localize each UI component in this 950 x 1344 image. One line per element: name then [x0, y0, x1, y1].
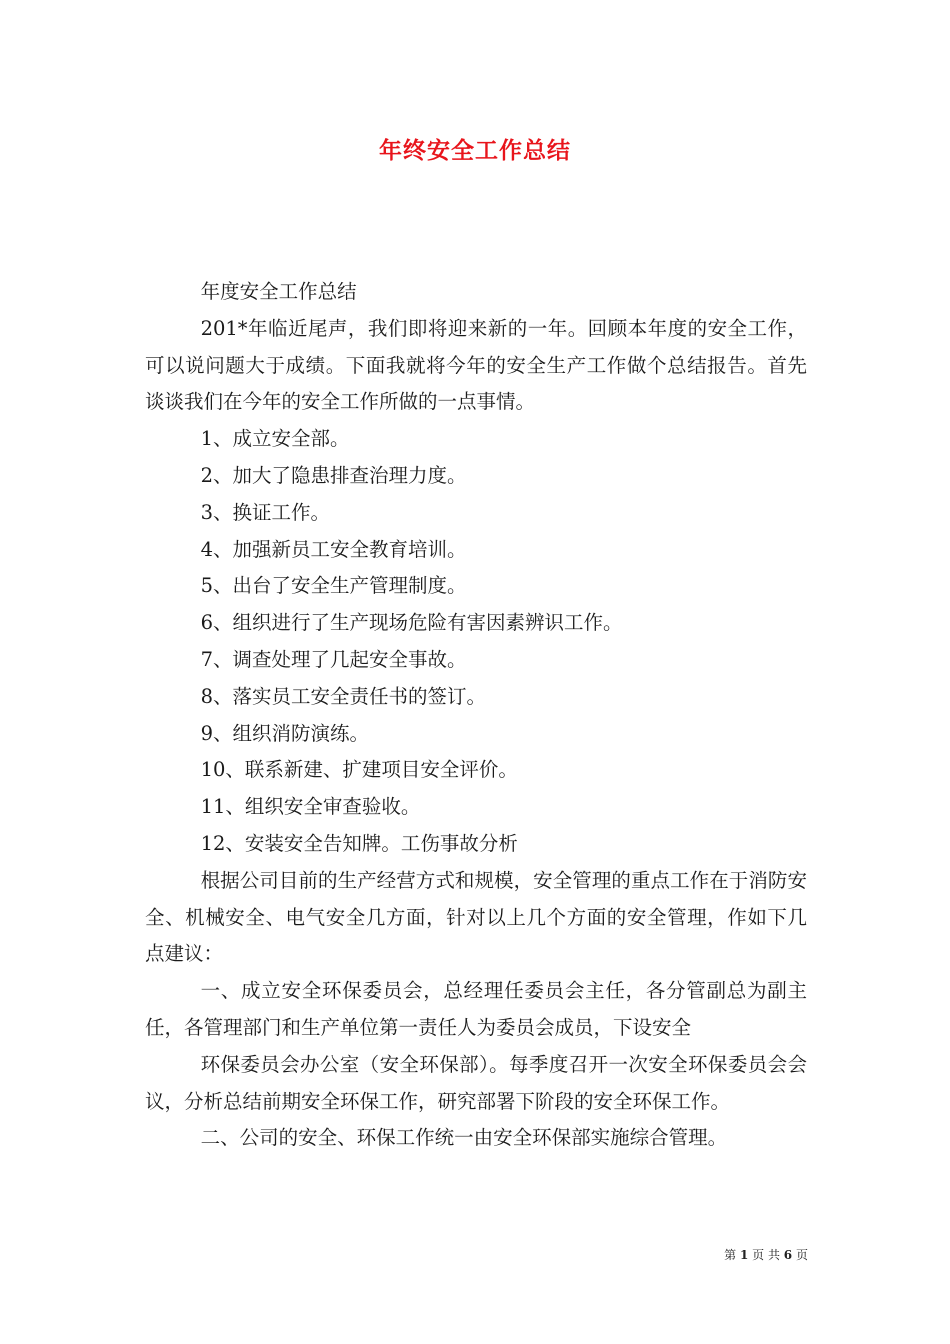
list-item: 1、成立安全部。 — [200, 427, 350, 451]
list-item: 7、调查处理了几起安全事故。 — [200, 647, 467, 671]
list-item: 11、组织安全审查验收。 — [200, 795, 421, 819]
paragraph: 二、公司的安全、环保工作统一由安全环保部实施综合管理。 — [200, 1126, 728, 1150]
footer-suffix: 页 — [795, 1248, 808, 1262]
footer-total-pages: 6 — [783, 1248, 793, 1262]
paragraph: 根据公司目前的生产经营方式和规模，安全管理的重点工作在于消防安全、机械安全、电气安全几方面，针对以上几个方面的安全管理，作如下几点建议： — [145, 868, 807, 966]
paragraph: 201*年临近尾声，我们即将迎来新的一年。回顾本年度的安全工作，可以说问题大于成绩。下面我就将今年的安全生产工作做个总结报告。首先谈谈我们在今年的安全工作所做的一点事情。 — [145, 316, 807, 414]
paragraph: 一、成立安全环保委员会，总经理任委员会主任，各分管副总为副主任，各管理部门和生产单位第一责任人为委员会成员，下设安全 — [145, 979, 807, 1039]
footer-middle: 页 共 — [752, 1248, 780, 1262]
list-item: 9、组织消防演练。 — [200, 721, 369, 745]
document-title: 年终安全工作总结 — [379, 138, 571, 164]
footer-current-page: 1 — [739, 1248, 749, 1262]
list-item: 4、加强新员工安全教育培训。 — [200, 537, 467, 561]
list-item: 10、联系新建、扩建项目安全评价。 — [200, 758, 518, 782]
list-item: 2、加大了隐患排查治理力度。 — [200, 463, 467, 487]
list-item: 6、组织进行了生产现场危险有害因素辨识工作。 — [200, 611, 623, 635]
page-footer — [724, 1246, 808, 1263]
list-item: 3、换证工作。 — [200, 500, 330, 524]
list-item: 5、出台了安全生产管理制度。 — [200, 574, 467, 598]
paragraph: 年度安全工作总结 — [200, 280, 357, 303]
list-item: 8、落实员工安全责任书的签订。 — [200, 684, 486, 708]
list-item: 12、安装安全告知牌。工伤事故分析 — [200, 831, 518, 855]
paragraph: 环保委员会办公室（安全环保部）。每季度召开一次安全环保委员会会议，分析总结前期安全环保工作，研究部署下阶段的安全环保工作。 — [145, 1052, 807, 1113]
document-body — [145, 274, 807, 1157]
footer-prefix: 第 — [724, 1248, 737, 1262]
